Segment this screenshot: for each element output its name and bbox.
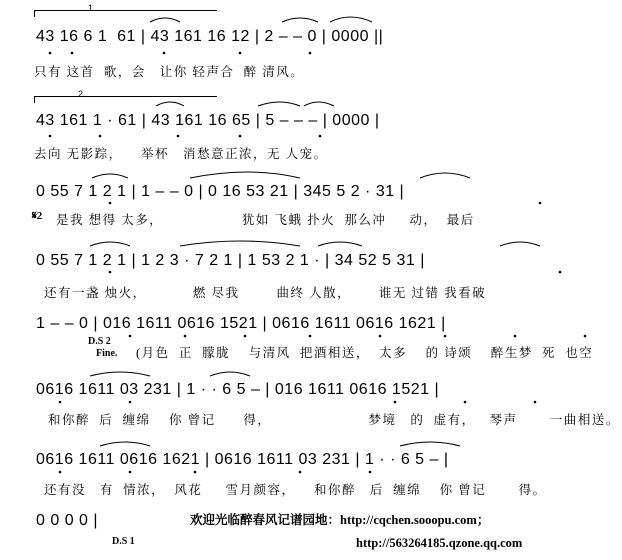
system-5-lyrics: (月色 正 朦胧 与清风 把酒相送， 太多 的 诗颂 醉生梦 死 也空 <box>136 346 594 360</box>
final-rest-measure: 0 0 0 0 | <box>36 512 99 529</box>
volta-1-number: 1 <box>88 3 94 13</box>
system-3-notes: 0 55 7 1 2 1 | 1 – – 0 | 0 16 53 21 | 345 5 2 · 31 | <box>36 183 405 200</box>
slur <box>282 18 318 22</box>
system-4-notes: 0 55 7 1 2 1 | 1 2 3 · 7 2 1 | 1 53 2 1 · | 34 52 5 31 | <box>36 252 425 269</box>
slur <box>90 242 130 246</box>
slur <box>190 172 300 178</box>
volta-2-number: 2 <box>78 89 84 99</box>
slur <box>156 102 184 106</box>
slur <box>258 102 300 106</box>
slur <box>400 442 460 446</box>
slur <box>500 242 540 246</box>
fine-mark: Fine. <box>96 348 118 359</box>
system-1-notes: 43 16 6 1 61 | 43 161 16 12 | 2 – – 0 | 0000 || <box>36 28 384 45</box>
system-2-notes: 43 161 1 · 61 | 43 161 16 65 | 5 – – – | 0000 | <box>36 112 380 129</box>
slur <box>318 242 362 246</box>
ds1-mark: D.S 1 <box>112 536 135 547</box>
system-1-lyrics: 只有 这首 歌，会 让你 轻声合 醉 清风。 <box>34 65 305 79</box>
system-7-notes: 0616 1611 0616 1621 | 0616 1611 03 231 | 1 · · 6 5 – | <box>36 451 449 468</box>
slur <box>180 241 300 246</box>
slur <box>100 442 150 446</box>
system-6-notes: 0616 1611 03 231 | 1 · · 6 5 – | 016 1611 0616 1521 | <box>36 381 440 398</box>
ds2-mark: D.S 2 <box>88 336 111 347</box>
system-4-lyrics: 还有一盏 烛火， 燃 尽我 曲终 人散， 谁无 过错 我看破 <box>44 286 487 300</box>
slur <box>330 17 372 22</box>
slur <box>90 372 150 376</box>
system-2-lyrics: 去向 无影踪， 举杯 消愁意正浓，无 人宠。 <box>34 147 328 161</box>
system-6-lyrics: 和你醉 后 缠绵 你 曾记 得， 梦境 的 虚有， 琴声 一曲相送。 <box>48 413 620 427</box>
system-5-notes: 1 – – 0 | 016 1611 0616 1521 | 0616 1611 0616 1621 | <box>36 315 446 332</box>
slur <box>210 372 250 376</box>
slur <box>150 18 180 22</box>
slur <box>304 102 334 106</box>
segno-mark: 𝄋2 <box>32 210 43 222</box>
system-7-lyrics: 还有没 有 情浓， 风花 雪月颜容， 和你醉 后 缠绵 你 曾记 得。 <box>44 483 547 497</box>
system-3-lyrics: 是我 想得 太多， 犹如 飞蛾 扑火 那么冲 动， 最后 <box>56 213 475 227</box>
slur <box>92 174 128 178</box>
footer-line-1: 欢迎光临醉春风记谱园地：http://cqchen.sooopu.com； <box>190 513 490 527</box>
footer-line-2: http://563264185.qzone.qq.com <box>356 536 523 550</box>
slur <box>420 173 470 178</box>
